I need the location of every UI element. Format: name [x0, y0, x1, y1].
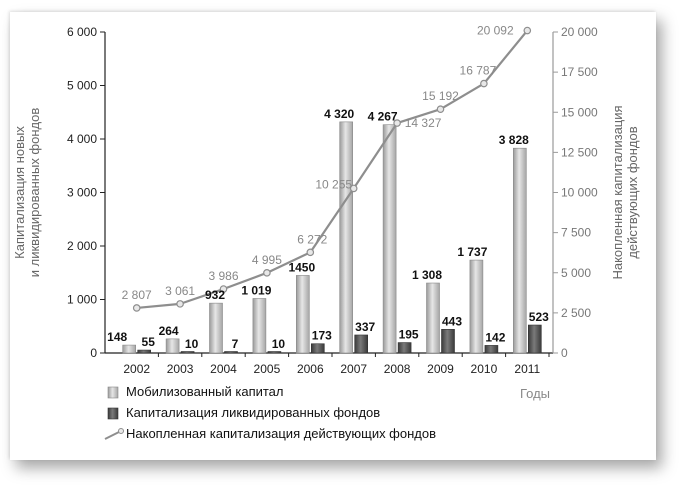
left-tick-label: 1 000 [66, 292, 97, 307]
bar-liquidated-label: 523 [528, 310, 549, 325]
x-tick-label: 2002 [123, 362, 151, 376]
x-axis-title: Годы [519, 386, 551, 401]
line-point-label: 3 986 [208, 269, 239, 284]
bar-mobilized-label: 4 267 [367, 109, 398, 124]
left-tick-label: 3 000 [66, 185, 97, 200]
left-tick-label: 0 [90, 346, 97, 360]
bar-liquidated-label: 443 [441, 314, 463, 329]
line-point-label: 3 061 [165, 283, 196, 298]
line-point-label: 10 255 [315, 177, 353, 192]
right-axis-title [610, 105, 640, 279]
left-axis-title [12, 108, 42, 278]
x-tick-label: 2007 [340, 362, 368, 376]
left-axis-title-line: и ликвидированных фондов [27, 107, 42, 278]
legend-swatch-point [119, 429, 124, 434]
bar-liquidated [485, 345, 498, 353]
right-tick-label: 7 500 [561, 225, 592, 240]
bar-liquidated-label: 10 [184, 337, 199, 351]
right-tick-label: 5 000 [561, 265, 592, 280]
left-axis-title-line: Капитализация новых [12, 126, 27, 259]
bar-mobilized [427, 283, 440, 353]
chart-svg [10, 12, 656, 460]
line-point [177, 301, 183, 307]
bar-liquidated-label: 173 [311, 328, 332, 343]
bar-liquidated [442, 329, 455, 353]
right-tick-label: 15 000 [561, 105, 598, 120]
line-point-label: 16 787 [459, 63, 497, 78]
bar-mobilized-label: 1 308 [411, 268, 443, 283]
legend-label-liquidated: Капитализация ликвидированных фондов [126, 405, 381, 420]
bar-mobilized-label: 264 [158, 323, 179, 338]
left-tick-label: 5 000 [66, 78, 97, 93]
x-tick-label: 2005 [253, 362, 281, 376]
bar-mobilized [340, 122, 353, 353]
line-point [134, 305, 140, 311]
x-tick-label: 2010 [470, 362, 498, 376]
legend-swatch-liquidated [108, 408, 118, 419]
right-axis-title-line: Накопленная капитализация [610, 105, 625, 280]
bar-mobilized-label: 1450 [288, 260, 316, 275]
x-tick-label: 2011 [514, 362, 541, 376]
left-tick-label: 4 000 [66, 132, 97, 146]
line-point-label: 2 807 [121, 287, 152, 302]
bars-layer [123, 122, 542, 353]
bar-mobilized [296, 275, 309, 353]
bar-liquidated-label: 7 [231, 337, 239, 351]
bar-liquidated-label: 195 [398, 327, 419, 342]
chart-figure [10, 12, 656, 460]
line-point-label: 4 995 [251, 252, 282, 267]
bar-liquidated [181, 352, 194, 354]
legend [105, 384, 436, 441]
bar-mobilized [470, 260, 483, 353]
bar-mobilized [166, 339, 179, 353]
line-point [264, 270, 270, 276]
bar-mobilized-label: 1 737 [457, 245, 488, 260]
bar-liquidated-label: 10 [271, 337, 286, 351]
legend-label-mobilized: Мобилизованный капитал [126, 384, 284, 399]
bar-liquidated-label: 337 [355, 319, 376, 334]
legend-label-cumulative: Накопленная капитализация действующих фондов [126, 426, 437, 441]
x-tick-label: 2003 [166, 362, 194, 376]
right-axis-title-line: действующих фондов [625, 126, 640, 259]
right-tick-label: 0 [561, 346, 568, 360]
bar-liquidated [355, 335, 368, 353]
bar-mobilized [513, 148, 526, 353]
bar-liquidated [311, 344, 324, 353]
bar-mobilized [123, 345, 136, 353]
line-point-label: 15 192 [422, 89, 459, 104]
x-tick-label: 2006 [296, 362, 324, 376]
bar-mobilized-label: 932 [204, 288, 226, 303]
bar-liquidated [398, 343, 411, 353]
left-tick-label: 6 000 [66, 25, 97, 39]
legend-swatch-mobilized [108, 387, 118, 398]
bar-mobilized [253, 298, 266, 353]
bar-liquidated [138, 350, 151, 353]
right-tick-label: 20 000 [561, 25, 598, 39]
x-tick-label: 2009 [427, 362, 454, 376]
line-point-label: 6 272 [297, 232, 328, 247]
bar-liquidated [528, 325, 541, 353]
bar-liquidated-label: 55 [141, 335, 155, 350]
line-point-label: 14 327 [404, 116, 442, 131]
bar-liquidated [225, 352, 238, 354]
line-point-label: 20 092 [476, 23, 514, 38]
x-tick-label: 2008 [383, 362, 411, 376]
bar-mobilized-label: 1 019 [241, 283, 272, 298]
left-tick-label: 2 000 [66, 239, 97, 253]
bar-liquidated-label: 142 [485, 330, 506, 345]
bar-liquidated [268, 352, 281, 354]
right-tick-label: 10 000 [561, 185, 598, 200]
axes-layer [12, 25, 640, 401]
right-tick-label: 2 500 [561, 305, 592, 320]
right-tick-label: 17 500 [561, 65, 598, 80]
line-point [524, 27, 530, 33]
line-point [481, 80, 487, 86]
bar-mobilized-label: 148 [107, 330, 128, 345]
bar-mobilized-label: 3 828 [498, 133, 529, 148]
line-point [307, 249, 313, 255]
line-point [437, 106, 443, 112]
bar-mobilized [383, 125, 396, 353]
bar-mobilized [210, 303, 223, 353]
bar-mobilized-label: 4 320 [324, 106, 355, 121]
x-tick-label: 2004 [210, 362, 237, 376]
right-tick-label: 12 500 [561, 145, 598, 160]
